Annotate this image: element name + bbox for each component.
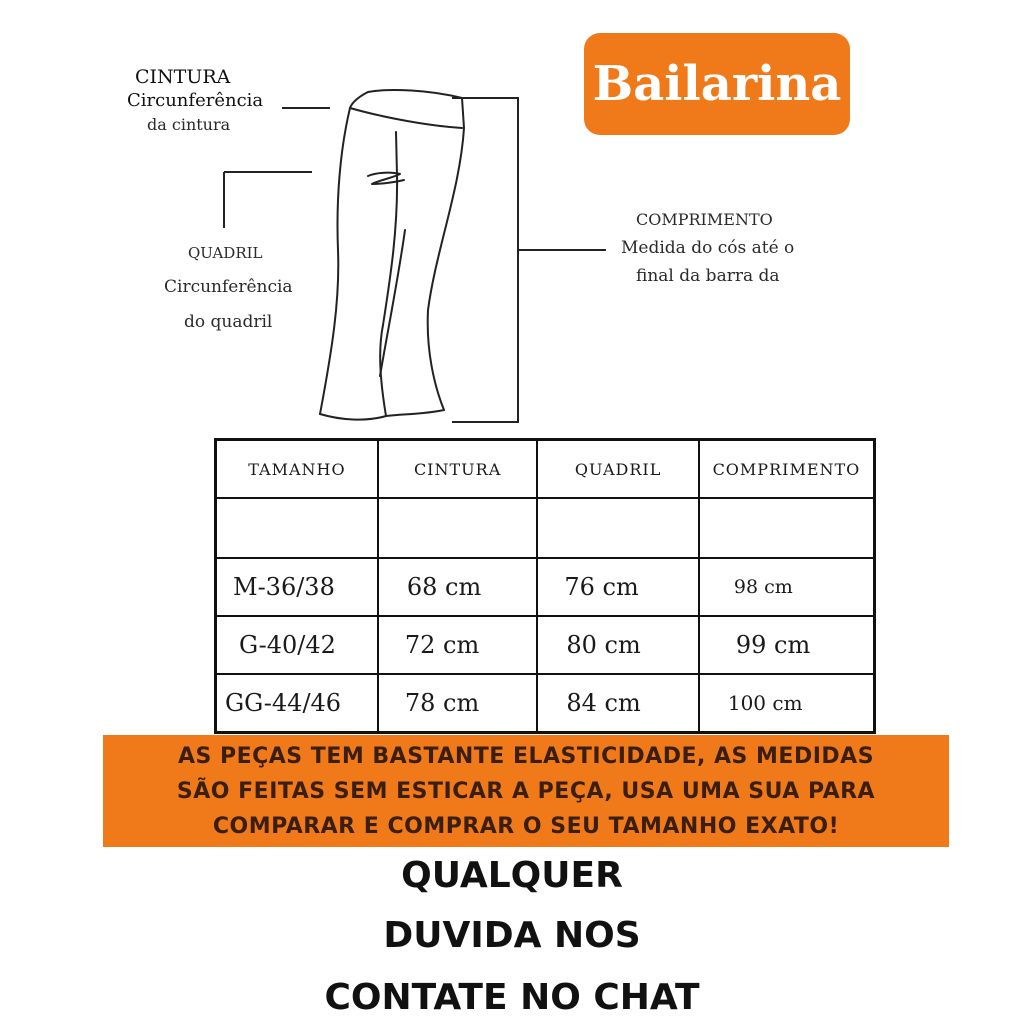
length-desc-2: final da barra da bbox=[636, 266, 780, 286]
table-row bbox=[216, 674, 875, 733]
elasticity-notice bbox=[103, 735, 949, 847]
table-empty-row bbox=[216, 498, 875, 558]
waist-cell: 68 cm bbox=[378, 558, 538, 616]
header-hip: QUADRIL bbox=[537, 440, 698, 499]
hip-desc-1: Circunferência bbox=[164, 277, 293, 297]
length-desc-1: Medida do cós até o bbox=[621, 238, 795, 258]
hip-title: QUADRIL bbox=[188, 244, 263, 262]
notice-line-3: COMPARAR E COMPRAR O SEU TAMANHO EXATO! bbox=[212, 813, 840, 839]
length-title: COMPRIMENTO bbox=[636, 210, 773, 229]
header-length: COMPRIMENTO bbox=[699, 440, 875, 499]
contact-line-2: DUVIDA NOS bbox=[383, 915, 641, 956]
header-waist: CINTURA bbox=[378, 440, 538, 499]
contact-line-3: CONTATE NO CHAT bbox=[324, 977, 700, 1018]
waist-title: CINTURA bbox=[135, 66, 231, 88]
size-table bbox=[214, 438, 876, 734]
hip-cell: 84 cm bbox=[537, 674, 698, 733]
notice-line-1: AS PEÇAS TEM BASTANTE ELASTICIDADE, AS MEDIDAS bbox=[177, 743, 875, 769]
length-cell: 98 cm bbox=[699, 558, 875, 616]
waist-desc-1: Circunferência bbox=[127, 90, 264, 111]
size-cell: GG-44/46 bbox=[216, 674, 378, 733]
waist-cell: 78 cm bbox=[378, 674, 538, 733]
notice-line-2: SÃO FEITAS SEM ESTICAR A PEÇA, USA UMA SUA PARA bbox=[176, 778, 876, 804]
contact-line-1: QUALQUER bbox=[401, 855, 623, 896]
waist-cell: 72 cm bbox=[378, 616, 538, 674]
waist-desc-2: da cintura bbox=[147, 115, 231, 134]
hip-cell: 76 cm bbox=[537, 558, 698, 616]
length-cell: 99 cm bbox=[699, 616, 875, 674]
hip-cell: 80 cm bbox=[537, 616, 698, 674]
hip-desc-2: do quadril bbox=[184, 312, 273, 332]
size-cell: M-36/38 bbox=[216, 558, 378, 616]
header-size: TAMANHO bbox=[216, 440, 378, 499]
table-row bbox=[216, 558, 875, 616]
brand-name: Bailarina bbox=[592, 56, 842, 112]
length-cell: 100 cm bbox=[699, 674, 875, 733]
table-row bbox=[216, 616, 875, 674]
table-header-row bbox=[216, 440, 875, 499]
size-cell: G-40/42 bbox=[216, 616, 378, 674]
